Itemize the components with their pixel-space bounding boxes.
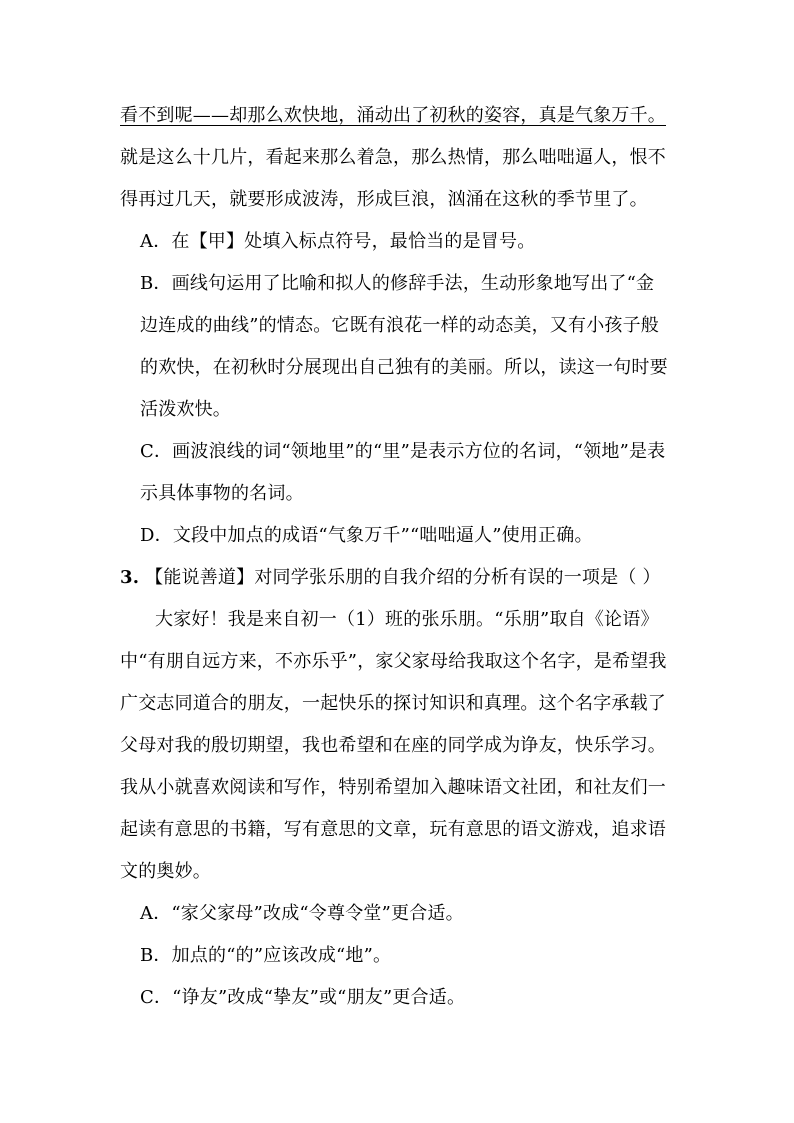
option-b-line: 活泼欢快。 <box>140 399 231 420</box>
intro-line: 我从小就喜欢阅读和写作，特别希望加入趣味语文社团，和社友们一 <box>120 777 666 798</box>
q3-option-a: A．“家父家母”改成“令尊令堂”更合适。 <box>140 903 464 924</box>
option-a: A．在【甲】处填入标点符号，最恰当的是冒号。 <box>140 231 536 252</box>
intro-line: 起读有意思的书籍，写有意思的文章，玩有意思的语文游戏，追求语 <box>120 819 666 840</box>
intro-line: 中“有朋自远方来，不亦乐乎”，家父家母给我取这个名字，是希望我 <box>120 651 667 672</box>
question-text: 【能说善道】对同学张乐朋的自我介绍的分析有误的一项是（ ） <box>145 567 661 588</box>
question-number: 3. <box>120 567 140 588</box>
passage-line: 就是这么十几片，看起来那么着急，那么热情，那么咄咄逼人，恨不 <box>120 147 666 168</box>
option-d: D．文段中加点的成语“气象万千”“咄咄逼人”使用正确。 <box>140 525 593 546</box>
option-c-line: 示具体事物的名词。 <box>140 483 304 504</box>
q3-option-b: B．加点的“的”应该改成“地”。 <box>140 945 392 966</box>
option-b-line: B．画线句运用了比喻和拟人的修辞手法，生动形象地写出了“金 <box>140 273 655 294</box>
intro-line: 广交志同道合的朋友，一起快乐的探讨知识和真理。这个名字承载了 <box>120 693 666 714</box>
passage-line: 得再过几天，就要形成波涛，形成巨浪，汹涌在这秋的季节里了。 <box>120 189 648 210</box>
q3-option-c: C．“诤友”改成“挚友”或“朋友”更合适。 <box>140 987 466 1008</box>
intro-line: 文的奥妙。 <box>120 861 211 882</box>
option-b-line: 边连成的曲线”的情态。它既有浪花一样的动态美，又有小孩子般 <box>140 315 659 336</box>
option-c-line: C．画波浪线的词“领地里”的“里”是表示方位的名词，“领地”是表 <box>140 441 666 462</box>
option-b-line: 的欢快，在初秋时分展现出自己独有的美丽。所以，读这一句时要 <box>140 357 668 378</box>
question-3-stem <box>120 566 661 590</box>
intro-line: 父母对我的殷切期望，我也希望和在座的同学成为诤友，快乐学习。 <box>120 735 666 756</box>
intro-line: 大家好！我是来自初一（1）班的张乐朋。“乐朋”取自《论语》 <box>155 609 659 630</box>
passage-line-underlined: 看不到呢——却那么欢快地，涌动出了初秋的姿容，真是气象万千。 <box>120 105 666 126</box>
